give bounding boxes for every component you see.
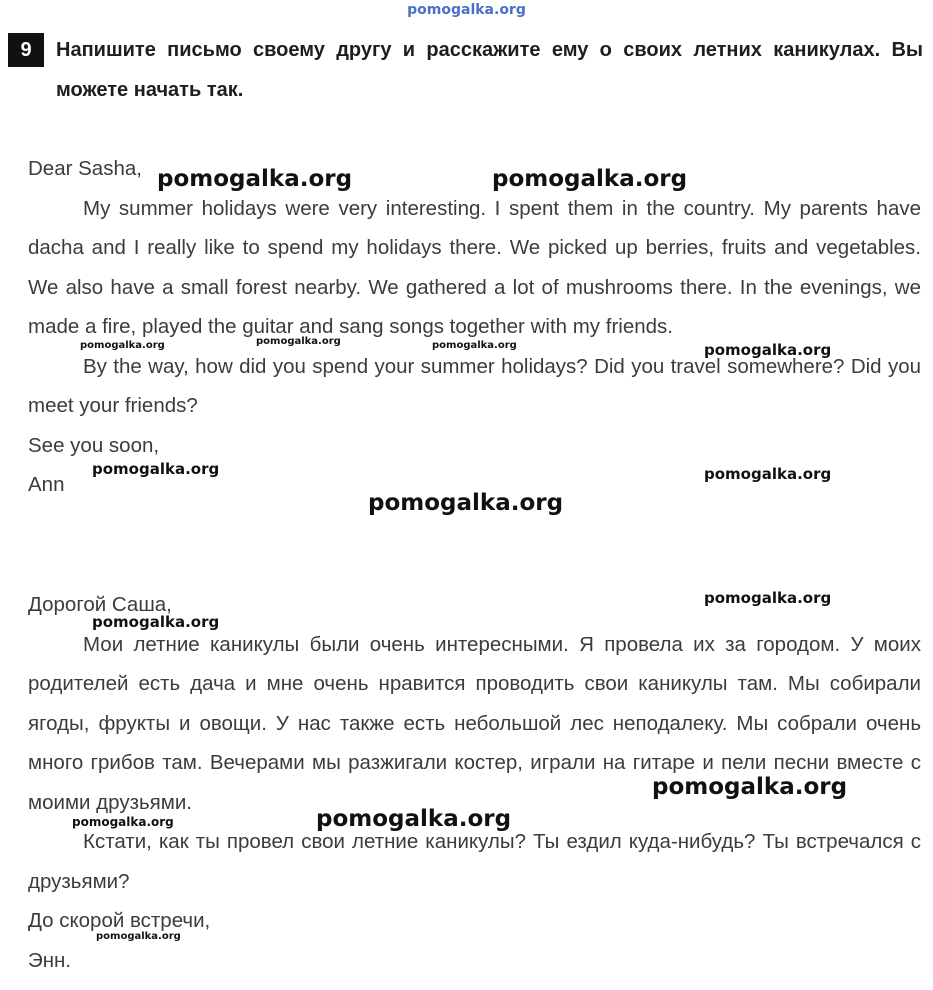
watermark: pomogalka.org — [72, 815, 174, 829]
letter-en-paragraph-1: My summer holidays were very interesting. I spent them in the country. My parents have dacha and I really like to spend my holidays there. We picked up berries, fruits and vegetables. We also have a small forest nearby. We gathered a lot of mushrooms there. In the evenings, we made a fire, played the guitar and sang songs together with my friends. — [28, 196, 921, 338]
letter-ru-closing: До скорой встречи, — [28, 909, 211, 932]
watermark: pomogalka.org — [368, 490, 564, 516]
letter-en-closing: See you soon, — [28, 433, 160, 457]
letter-ru-paragraph-1: Мои летние каникулы были очень интересными. Я провела их за городом. У моих родителей есть дача и мне очень нравится проводить свои каникулы там. Мы собирали ягоды, фрукты и овощи. У нас также есть небольшой лес неподалеку. Мы собрали очень много грибов там. Вечерами мы разжигали костер, играли на гитаре и пели песни вместе с моими друзьями. — [28, 632, 921, 814]
watermark: pomogalka.org — [492, 166, 688, 192]
letter-en-greeting: Dear Sasha, — [28, 157, 142, 180]
watermark: pomogalka.org — [316, 806, 512, 832]
watermark: pomogalka.org — [80, 340, 165, 351]
watermark: pomogalka.org — [256, 336, 341, 347]
watermark: pomogalka.org — [704, 589, 832, 607]
letter-ru-signature: Энн. — [28, 948, 72, 972]
watermark: pomogalka.org — [704, 341, 832, 359]
watermark: pomogalka.org — [92, 460, 220, 478]
task-number-badge: 9 — [8, 33, 44, 67]
watermark: pomogalka.org — [92, 613, 220, 631]
top-watermark: pomogalka.org — [407, 2, 526, 18]
letter-ru-paragraph-2: Кстати, как ты провел свои летние каникулы? Ты ездил куда-нибудь? Ты встречался с друзьями? — [28, 830, 921, 893]
watermark: pomogalka.org — [157, 166, 353, 192]
watermark: pomogalka.org — [432, 340, 517, 351]
watermark: pomogalka.org — [704, 465, 832, 483]
watermark: pomogalka.org — [96, 931, 181, 942]
letter-en-paragraph-2: By the way, how did you spend your summer holidays? Did you travel somewhere? Did you meet your friends? — [28, 354, 921, 417]
letter-english — [28, 149, 921, 505]
watermark: pomogalka.org — [652, 774, 848, 800]
task-block — [8, 30, 923, 110]
letter-en-signature: Ann — [28, 473, 65, 496]
letter-ru-greeting: Дорогой Саша, — [28, 593, 172, 616]
task-instruction: Напишите письмо своему другу и расскажите ему о своих летних каникулах. Вы можете начать так. — [56, 39, 923, 101]
